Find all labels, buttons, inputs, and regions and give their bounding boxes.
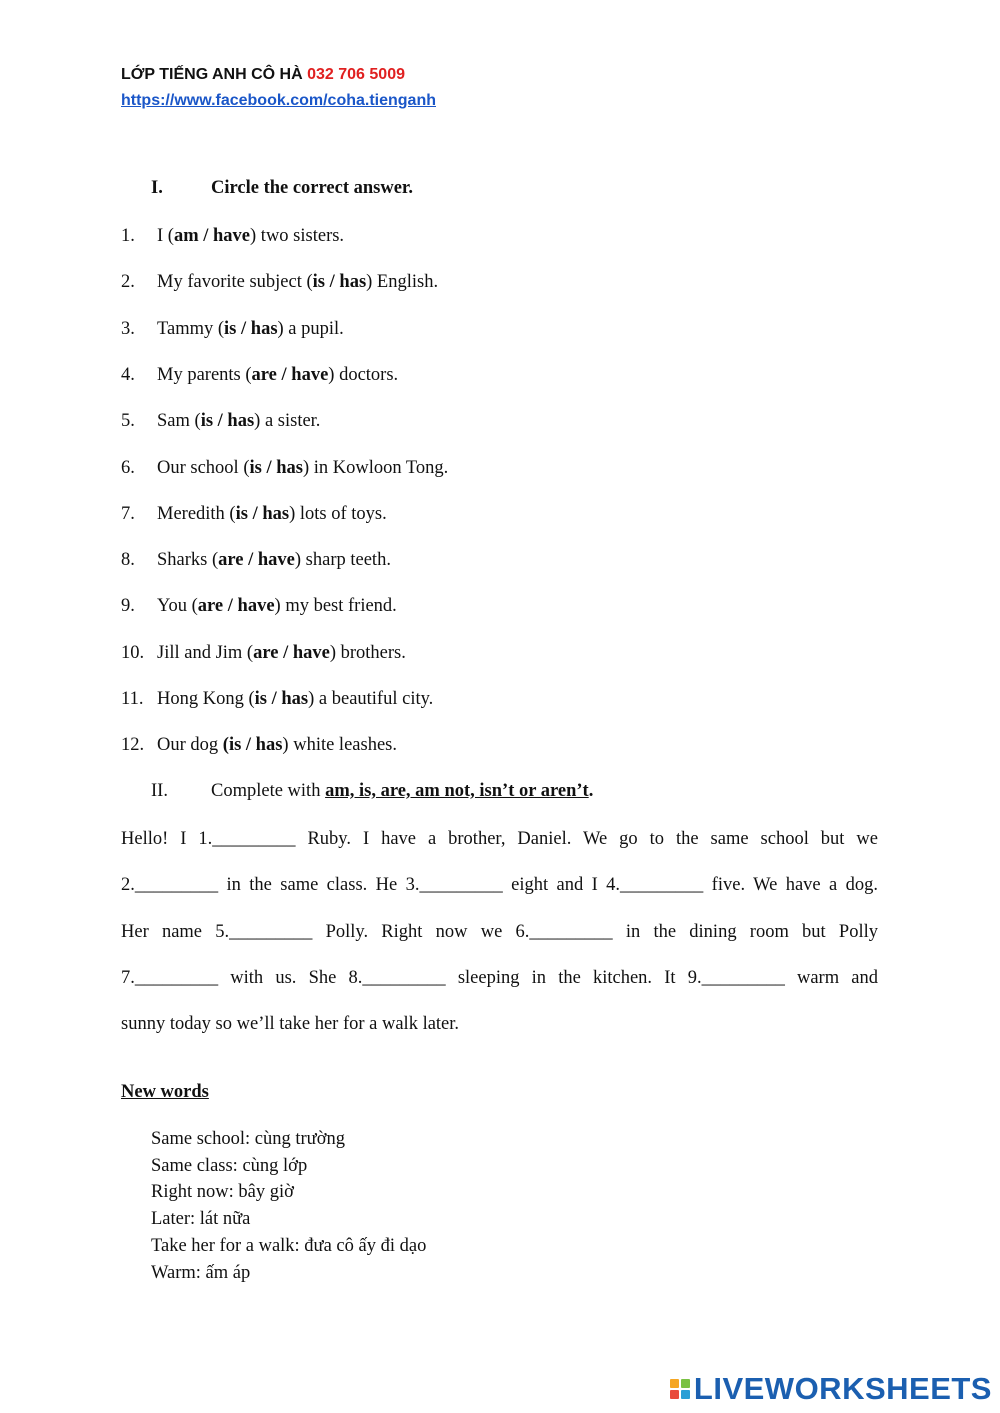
new-word-item: Same class: cùng lớp	[151, 1155, 308, 1176]
question-text-post: ) sharp teeth.	[294, 550, 391, 571]
question-number: 1.	[121, 226, 135, 246]
phone-number: 032 706 5009	[307, 66, 405, 83]
new-words-title: New words	[121, 1082, 209, 1102]
paragraph-line: Hello! I 1._________ Ruby. I have a brother, Daniel. We go to the same school but we	[121, 829, 878, 849]
new-word-item: Later: lát nữa	[151, 1209, 251, 1230]
logo-blocks-icon	[670, 1379, 690, 1399]
question-item	[121, 458, 448, 479]
paragraph-line: sunny today so we’ll take her for a walk later.	[121, 1014, 460, 1035]
question-text-pre: Tammy (	[157, 318, 225, 339]
question-number: 4.	[121, 364, 135, 385]
question-item	[121, 689, 433, 710]
paragraph-line: 7._________ with us. She 8._________ sleeping in the kitchen. It 9._________ warm and	[121, 967, 878, 988]
question-number: 12.	[121, 735, 145, 756]
question-item	[121, 411, 320, 432]
question-item	[121, 735, 397, 756]
answer-choices[interactable]: is / has	[312, 272, 367, 293]
answer-choices[interactable]: is / has	[249, 457, 303, 478]
answer-choices[interactable]: are / have	[218, 550, 295, 571]
section-2-title-post: .	[588, 781, 594, 801]
question-number: 2.	[121, 272, 135, 293]
question-number: 5.	[121, 411, 135, 432]
question-item	[121, 643, 406, 664]
question-text-pre: My favorite subject (	[157, 272, 313, 293]
answer-choices[interactable]: am / have	[173, 226, 251, 246]
section-2-title-pre: Complete with	[211, 781, 326, 801]
facebook-link[interactable]: https://www.facebook.com/coha.tienganh	[121, 92, 436, 109]
question-number: 7.	[121, 503, 135, 524]
page-header	[121, 62, 436, 114]
question-text-post: ) English.	[366, 272, 439, 293]
section-2-number: II.	[151, 781, 168, 801]
question-text-post: ) doctors.	[328, 364, 399, 385]
question-item	[121, 550, 391, 571]
question-text-post: ) a sister.	[254, 411, 321, 432]
question-text-post: ) brothers.	[329, 642, 406, 663]
new-word-item: Take her for a walk: đưa cô ấy đi dạo	[151, 1235, 427, 1256]
new-words-list	[151, 1126, 426, 1286]
answer-choices[interactable]: is / has	[224, 318, 278, 339]
new-word-item: Right now: bây giờ	[151, 1182, 294, 1203]
answer-choices[interactable]: (is / has	[222, 735, 283, 756]
question-text-pre: Our dog	[157, 735, 223, 756]
question-text-post: ) a beautiful city.	[308, 689, 434, 709]
fill-in-paragraph	[121, 816, 878, 1047]
question-item	[121, 596, 397, 617]
question-text-pre: Sharks (	[157, 550, 219, 571]
question-text-pre: You (	[157, 596, 198, 617]
question-number: 11.	[121, 689, 144, 709]
question-text-post: ) my best friend.	[274, 596, 397, 617]
question-text-pre: Jill and Jim (	[157, 642, 254, 663]
brand-name: LIVEWORKSHEETS	[693, 1371, 992, 1406]
answer-choices[interactable]: are / have	[197, 596, 275, 617]
question-item	[121, 226, 344, 247]
answer-choices[interactable]: are / have	[253, 642, 330, 663]
liveworksheets-logo	[670, 1371, 992, 1407]
question-item	[121, 319, 344, 340]
question-number: 10.	[121, 642, 145, 663]
paragraph-line: Her name 5._________ Polly. Right now we 6._________ in the dining room but Polly	[121, 921, 878, 942]
section-1-title: Circle the correct answer.	[211, 178, 414, 198]
school-title: LỚP TIẾNG ANH CÔ HÀ	[121, 66, 303, 83]
question-text-post: ) two sisters.	[250, 226, 345, 246]
paragraph-line: 2._________ in the same class. He 3._________ eight and I 4._________ five. We have a dog.	[121, 875, 878, 896]
question-item	[121, 504, 387, 525]
new-word-item: Same school: cùng trường	[151, 1129, 345, 1149]
question-number: 6.	[121, 457, 135, 478]
section-2-word-bank: am, is, are, am not, isn’t or aren’t	[325, 781, 589, 801]
section-1-heading	[151, 178, 413, 199]
question-text-post: ) lots of toys.	[289, 503, 387, 524]
question-text-post: ) in Kowloon Tong.	[302, 457, 449, 478]
new-word-item: Warm: ấm áp	[151, 1262, 251, 1283]
answer-choices[interactable]: are / have	[251, 364, 329, 385]
answer-choices[interactable]: is / has	[254, 689, 309, 709]
question-text-pre: Sam (	[157, 411, 201, 432]
question-number: 3.	[121, 318, 135, 339]
question-item	[121, 365, 398, 386]
answer-choices[interactable]: is / has	[200, 411, 255, 432]
question-text-post: ) a pupil.	[277, 318, 344, 339]
question-text-pre: I (	[157, 226, 174, 246]
question-text-pre: Hong Kong (	[157, 689, 255, 709]
answer-choices[interactable]: is / has	[235, 503, 290, 524]
question-number: 9.	[121, 596, 135, 617]
question-text-pre: Our school (	[157, 457, 250, 478]
question-text-pre: Meredith (	[157, 503, 236, 524]
question-text-pre: My parents (	[157, 364, 252, 385]
question-item	[121, 272, 438, 293]
question-number: 8.	[121, 550, 135, 571]
question-text-post: ) white leashes.	[282, 735, 397, 756]
section-1-number: I.	[151, 178, 163, 198]
section-2-heading	[151, 781, 593, 802]
